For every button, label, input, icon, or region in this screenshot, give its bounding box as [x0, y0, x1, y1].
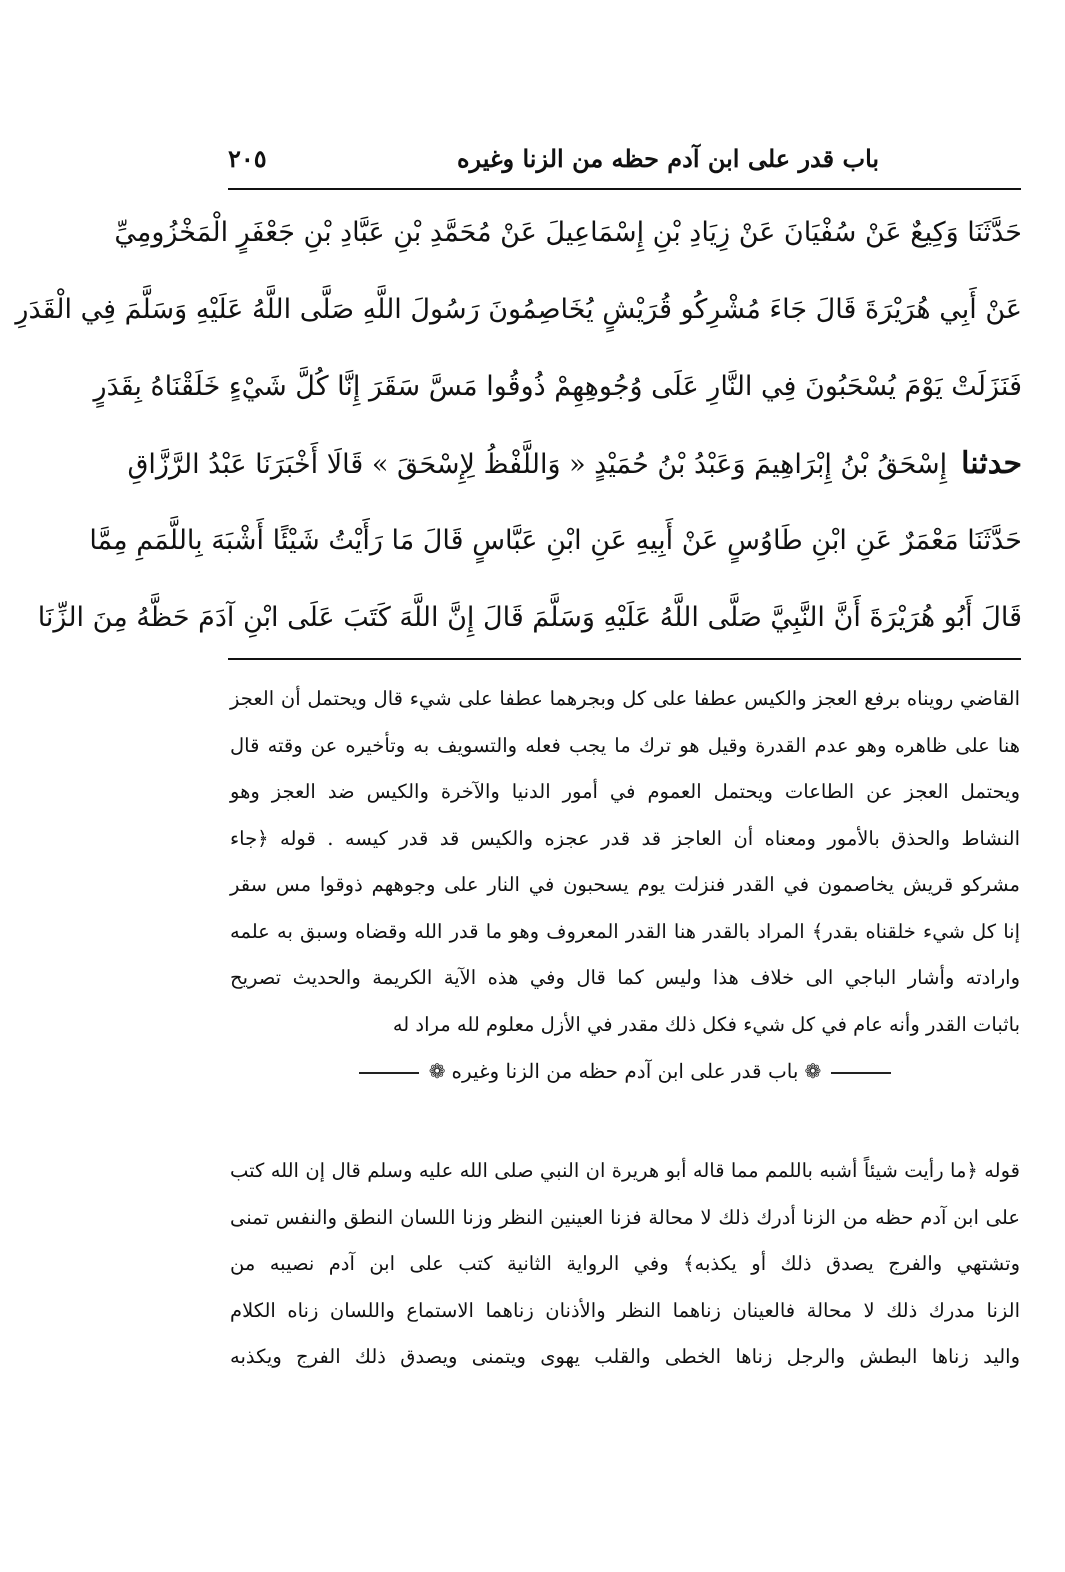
commentary-line: هنا على ظاهره وهو عدم القدرة وقيل هو ترك ما يجب فعله والتسويف به وتأخيره عن وقته قال — [230, 733, 1020, 757]
chapter-title: باب قدر على ابن آدم حظه من الزنا وغيره — [456, 144, 880, 173]
heading-dash — [359, 1072, 419, 1074]
hadith-line: فَنَزَلَتْ يَوْمَ يُسْحَبُونَ فِي النَّارِ عَلَى وُجُوهِهِمْ ذُوقُوا مَسَّ سَقَرَ إِنَّا كُلَّ شَيْءٍ خَلَقْنَاهُ بِقَدَرٍ — [93, 371, 1022, 402]
commentary-section-2 — [230, 1148, 1020, 1381]
chapter-heading-text: باب قدر على ابن آدم حظه من الزنا وغيره — [451, 1059, 799, 1083]
commentary-line: النشاط والحذق بالأمور ومعناه أن العاجز قد قدر عجزه والكيس قد قدر كيسه . قوله ﴿جاء — [230, 826, 1020, 850]
commentary-line: وتشتهي والفرج يصدق ذلك أو يكذبه﴾ وفي الرواية الثانية كتب على ابن آدم نصيبه من — [230, 1252, 1020, 1275]
tahdith-marker: حدثنا — [961, 446, 1022, 481]
ornament-icon: ❁ — [804, 1059, 822, 1083]
hadith-line: حَدَّثَنَا وَكِيعٌ عَنْ سُفْيَانَ عَنْ زِيَادِ بْنِ إِسْمَاعِيلَ عَنْ مُحَمَّدِ بْنِ عَبَّادِ بْنِ جَعْفَرٍ الْمَخْزُومِيِّ — [114, 217, 1022, 248]
hadith-line: حَدَّثَنَا مَعْمَرٌ عَنِ ابْنِ طَاوُسٍ عَنْ أَبِيهِ عَنِ ابْنِ عَبَّاسٍ قَالَ مَا رَأَيْتُ شَيْئًا أَشْبَهَ بِاللَّمَمِ مِمَّا — [89, 525, 1022, 556]
hadith-line-text: إِسْحَقُ بْنُ إِبْرَاهِيمَ وَعَبْدُ بْنُ حُمَيْدٍ « وَاللَّفْظُ لِإِسْحَقَ » قَالَا أَخْبَرَنَا عَبْدُ الرَّزَّاقِ — [127, 449, 948, 480]
commentary-line: الزنا مدرك ذلك لا محالة فالعينان زناهما النظر والأذنان زناهما الاستماع واللسان زناه الكلام — [230, 1298, 1020, 1322]
hadith-text — [15, 198, 1022, 660]
commentary-line: قوله ﴿ما رأيت شيئاً أشبه باللمم مما قاله أبو هريرة ان النبي صلى الله عليه وسلم قال إن الله كتب — [230, 1159, 1020, 1182]
header-rule — [228, 188, 1021, 190]
commentary-line: على ابن آدم حظه من الزنا أدرك ذلك لا محالة فزنا العينين النظر وزنا اللسان النطق والنفس تمنى — [230, 1205, 1020, 1229]
running-header — [228, 140, 1018, 182]
section-divider — [228, 658, 1021, 660]
commentary-line: باثبات القدر وأنه عام في كل شيء فكل ذلك مقدر في الأزل معلوم لله مراد له — [392, 1012, 1020, 1036]
commentary-line: مشركو قريش يخاصمون في القدر فنزلت يوم يسحبون في النار على وجوههم ذوقوا مس سقر — [230, 873, 1020, 896]
commentary-line: وارادته وأشار الباجي الى خلاف هذا وليس كما قال وفي هذه الآية الكريمة والحديث تصريح — [230, 966, 1020, 989]
commentary-line: واليد زناها البطش والرجل زناها الخطى والقلب يهوى ويتمنى ويصدق ذلك الفرج ويكذبه — [230, 1345, 1020, 1368]
commentary-line: ويحتمل العجز عن الطاعات ويحتمل العموم في أمور الدنيا والآخرة والكيس ضد العجز وهو — [230, 780, 1020, 803]
commentary-line: القاضي رويناه برفع العجز والكيس عطفا على كل وبجرهما عطفا على شيء قال ويحتمل أن العجز — [230, 687, 1020, 710]
ornament-icon: ❁ — [428, 1059, 446, 1083]
hadith-line-with-marker — [127, 429, 1022, 506]
hadith-line: قَالَ أَبُو هُرَيْرَةَ أَنَّ النَّبِيَّ صَلَّى اللَّهُ عَلَيْهِ وَسَلَّمَ قَالَ إِنَّ اللَّهَ كَتَبَ عَلَى ابْنِ آدَمَ حَظَّهُ مِنَ الزِّنَا — [37, 602, 1022, 633]
page-number: ٢٠٥ — [228, 144, 267, 173]
hadith-line: عَنْ أَبِي هُرَيْرَةَ قَالَ جَاءَ مُشْرِكُو قُرَيْشٍ يُخَاصِمُونَ رَسُولَ اللَّهِ صَلَّى اللَّهُ عَلَيْهِ وَسَلَّمَ فِي الْقَدَرِ — [15, 294, 1022, 325]
commentary-line: إنا كل شيء خلقناه بقدر﴾ المراد بالقدر هنا القدر المعروف وهو ما قدر الله وقضاه وسبق به علمه — [230, 919, 1020, 943]
heading-dash — [831, 1072, 891, 1074]
chapter-heading — [230, 1048, 1020, 1094]
commentary-text — [230, 676, 1020, 1094]
